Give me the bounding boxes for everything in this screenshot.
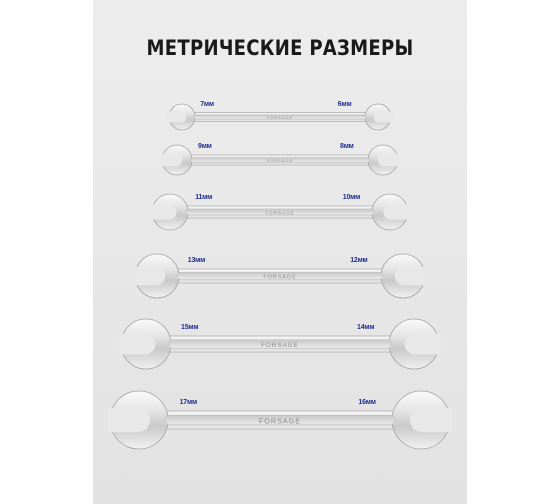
brand-mark: FORSAGE	[265, 210, 295, 216]
wrench-size-left: 15мм	[181, 324, 199, 331]
wrench-size-left: 11мм	[195, 194, 213, 201]
wrench-size-right: 14мм	[357, 324, 375, 331]
wrench-size-right: 10мм	[342, 194, 361, 201]
brand-mark: FORSAGE	[261, 342, 299, 350]
brand-mark: FORSAGE	[258, 416, 302, 426]
wrench-3	[150, 194, 410, 230]
page-title: МЕТРИЧЕСКИЕ РАЗМЕРЫ	[146, 36, 414, 60]
wrench-size-right: 8мм	[340, 143, 354, 150]
brand-mark: FORSAGE	[263, 274, 297, 281]
wrench-size-right: 12мм	[350, 257, 368, 264]
wrench-size-left: 9мм	[198, 143, 212, 150]
wrench-size-left: 13мм	[187, 257, 206, 264]
wrench-size-right: 6мм	[337, 100, 352, 108]
wrench-5	[119, 319, 441, 369]
wrench-6	[108, 391, 452, 449]
wrench-size-right: 16мм	[358, 399, 376, 406]
wrench-2	[160, 145, 400, 175]
wrench-4	[133, 254, 427, 298]
brand-mark: FORSAGE	[266, 158, 294, 163]
wrench-1	[167, 104, 393, 130]
wrench-size-left: 7мм	[200, 100, 214, 108]
brand-mark: FORSAGE	[266, 115, 294, 120]
wrench-size-left: 17мм	[179, 399, 197, 406]
